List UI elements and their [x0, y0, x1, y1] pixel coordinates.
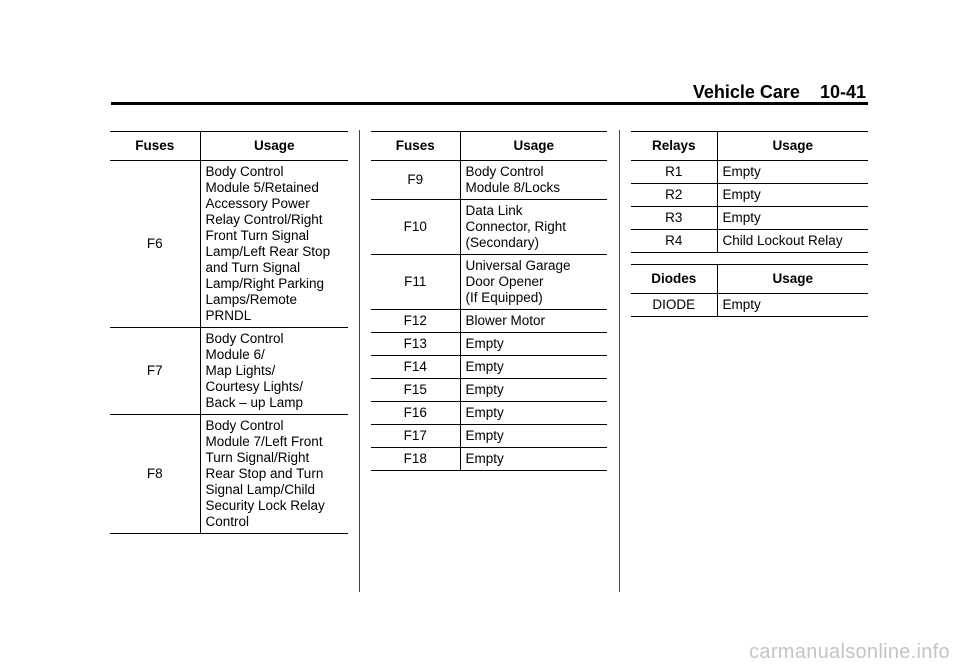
column-divider-1: [359, 130, 360, 592]
item-id-cell: F9: [371, 161, 460, 200]
diodes-table: [631, 264, 868, 317]
usage-cell: Data Link Connector, Right (Secondary): [460, 200, 607, 255]
item-id-cell: R4: [631, 230, 717, 253]
item-id-cell: F13: [371, 333, 460, 356]
usage-cell: Empty: [460, 333, 607, 356]
usage-cell: Empty: [460, 379, 607, 402]
table-header-row: [110, 132, 348, 161]
table-row: [371, 356, 607, 379]
table-row: [371, 161, 607, 200]
table-row: [371, 379, 607, 402]
item-id-cell: F12: [371, 310, 460, 333]
page-number: 10-41: [819, 82, 866, 102]
item-id-cell: F18: [371, 448, 460, 471]
usage-cell: Blower Motor: [460, 310, 607, 333]
table-row: [631, 207, 868, 230]
table-row: [631, 230, 868, 253]
table-row: [371, 200, 607, 255]
item-id-cell: R1: [631, 161, 717, 184]
header-rule: [111, 102, 868, 105]
table-row: [110, 328, 348, 415]
relays-table: [631, 131, 868, 253]
table-row: [631, 184, 868, 207]
item-id-cell: F14: [371, 356, 460, 379]
item-id-cell: F7: [110, 328, 200, 415]
column-header-usage: Usage: [717, 132, 868, 161]
usage-cell: Empty: [460, 402, 607, 425]
usage-cell: Empty: [460, 425, 607, 448]
column-header-item: Relays: [631, 132, 717, 161]
item-id-cell: F11: [371, 255, 460, 310]
column-header-item: Fuses: [371, 132, 460, 161]
column-header-item: Diodes: [631, 265, 717, 294]
section-title: Vehicle Care: [692, 82, 800, 102]
table-header-row: [371, 132, 607, 161]
fuses-table-2: [371, 131, 607, 471]
table-row: [110, 415, 348, 534]
table-row: [371, 425, 607, 448]
table-row: [371, 333, 607, 356]
table-row: [631, 294, 868, 317]
usage-cell: Empty: [460, 448, 607, 471]
header-title: [693, 82, 866, 103]
usage-cell: Empty: [460, 356, 607, 379]
table-row: [371, 255, 607, 310]
item-id-cell: F10: [371, 200, 460, 255]
table-header-row: [631, 132, 868, 161]
item-id-cell: DIODE: [631, 294, 717, 317]
table-header-row: [631, 265, 868, 294]
watermark: carmanualsonline.info: [749, 641, 950, 663]
usage-cell: Empty: [717, 294, 868, 317]
table-row: [371, 448, 607, 471]
item-id-cell: F6: [110, 161, 200, 328]
item-id-cell: R3: [631, 207, 717, 230]
column-divider-2: [619, 130, 620, 592]
usage-cell: Body Control Module 7/Left Front Turn Signal/Right Rear Stop and Turn Signal Lamp/Child Security Lock Relay Control: [200, 415, 348, 534]
item-id-cell: F16: [371, 402, 460, 425]
table-row: [371, 402, 607, 425]
column-header-usage: Usage: [717, 265, 868, 294]
usage-cell: Body Control Module 6/ Map Lights/ Courtesy Lights/ Back – up Lamp: [200, 328, 348, 415]
usage-cell: Universal Garage Door Opener (If Equipped): [460, 255, 607, 310]
item-id-cell: F15: [371, 379, 460, 402]
usage-cell: Empty: [717, 161, 868, 184]
item-id-cell: F8: [110, 415, 200, 534]
table-row: [631, 161, 868, 184]
item-id-cell: F17: [371, 425, 460, 448]
column-header-usage: Usage: [200, 132, 348, 161]
usage-cell: Body Control Module 5/Retained Accessory Power Relay Control/Right Front Turn Signal Lamp/Left Rear Stop and Turn Signal Lamp/Right Parking Lamps/Remote PRNDL: [200, 161, 348, 328]
item-id-cell: R2: [631, 184, 717, 207]
fuses-table-1: [110, 131, 348, 534]
column-header-usage: Usage: [460, 132, 607, 161]
usage-cell: Body Control Module 8/Locks: [460, 161, 607, 200]
usage-cell: Child Lockout Relay: [717, 230, 868, 253]
column-header-item: Fuses: [110, 132, 200, 161]
table-row: [110, 161, 348, 328]
usage-cell: Empty: [717, 207, 868, 230]
usage-cell: Empty: [717, 184, 868, 207]
table-row: [371, 310, 607, 333]
